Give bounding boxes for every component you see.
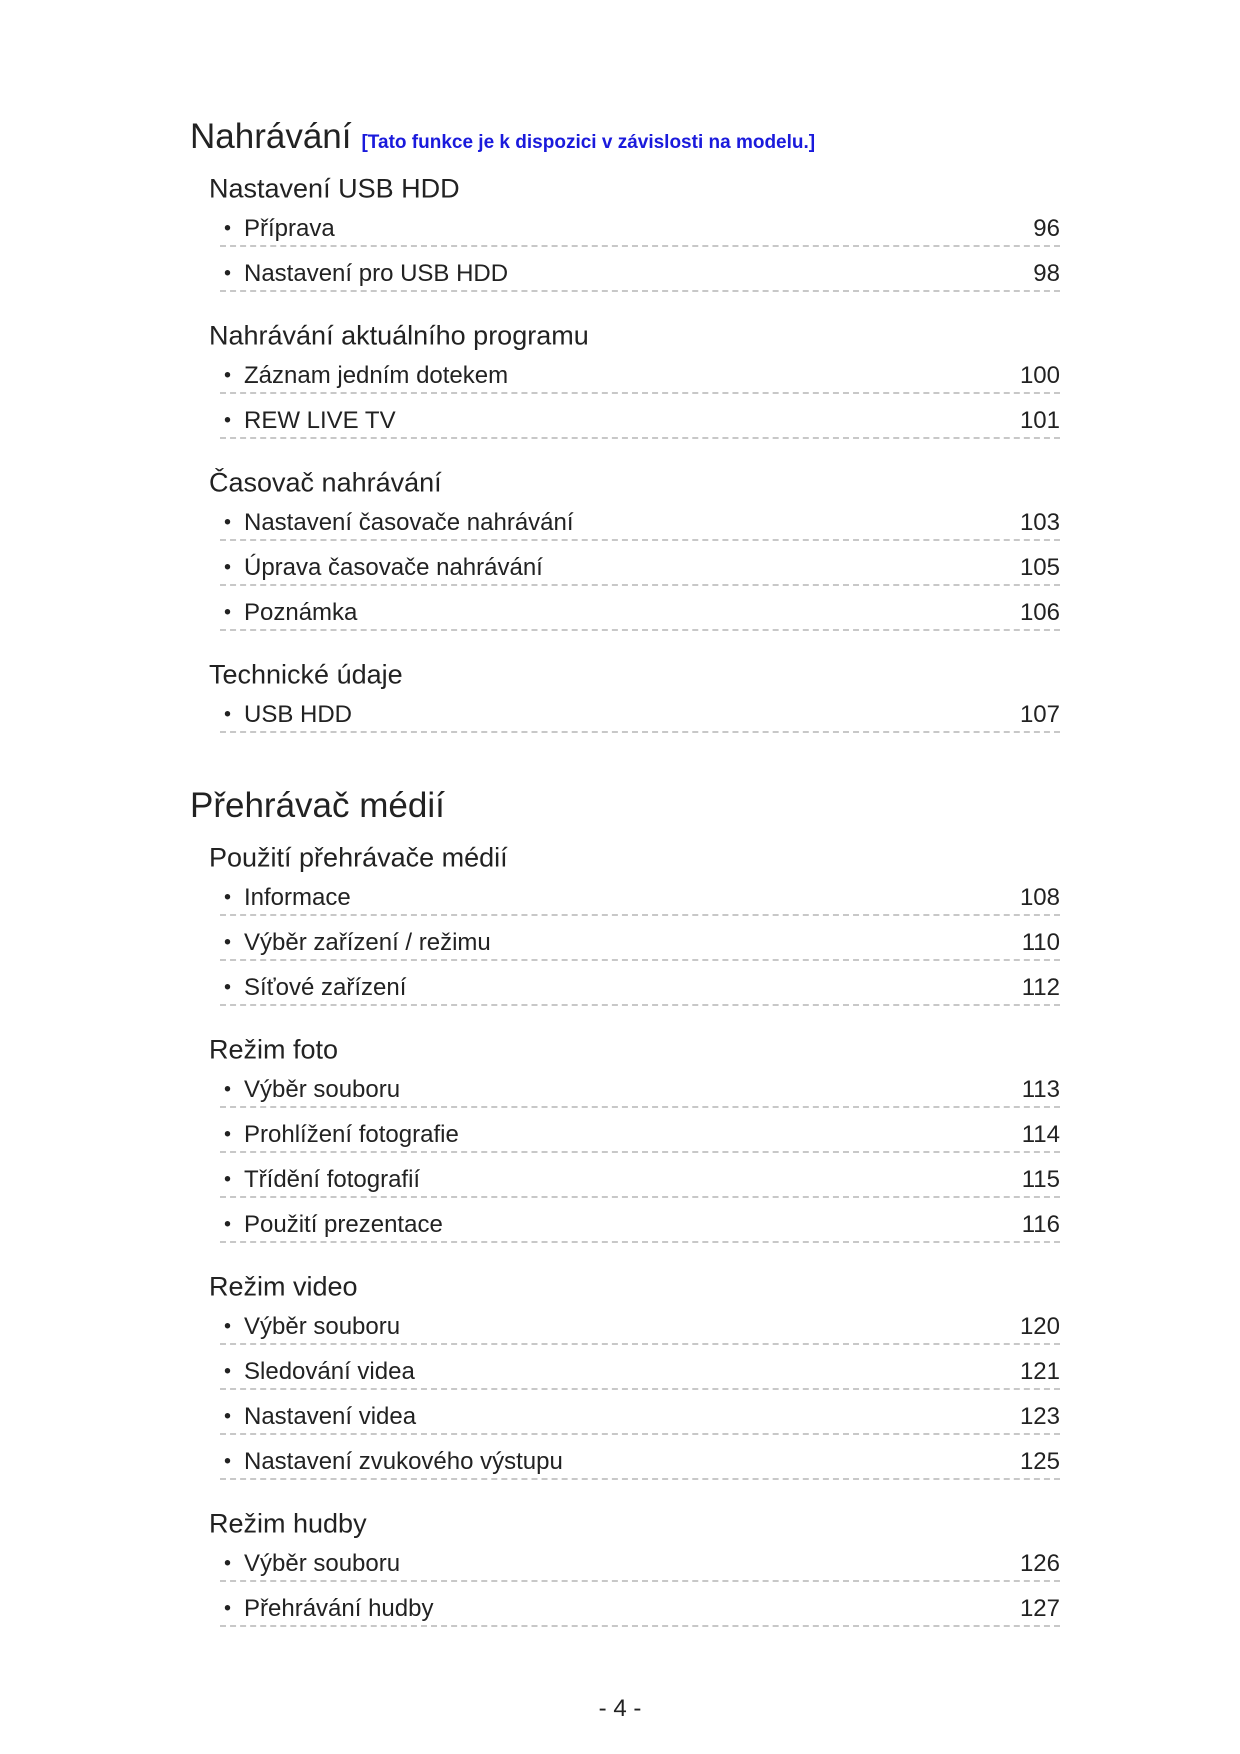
toc-entry-label[interactable]: Sledování videa [244,1358,415,1385]
bullet-icon: • [224,976,232,999]
toc-entry-label[interactable]: REW LIVE TV [244,407,396,434]
toc-entry[interactable] [220,247,1060,292]
toc-entry-page[interactable]: 110 [1021,929,1060,956]
bullet-icon: • [224,1315,232,1338]
subsection-heading [190,1243,1060,1300]
bullet-icon: • [224,1405,232,1428]
toc-entry-label[interactable]: Nastavení pro USB HDD [244,260,509,287]
toc-entry[interactable] [220,1063,1060,1108]
toc-entry[interactable] [220,541,1060,586]
bullet-icon: • [224,1213,232,1236]
subsection-title: Technické údaje [209,659,403,690]
toc-entry-page[interactable]: 96 [1033,215,1060,242]
toc-entry-page[interactable]: 112 [1021,974,1060,1001]
bullet-icon: • [224,1168,232,1191]
toc-entry-page[interactable]: 127 [1019,1595,1060,1622]
subsection-heading [190,439,1060,496]
toc-entry-page[interactable]: 106 [1019,599,1060,626]
toc-entry-page[interactable]: 120 [1019,1313,1060,1340]
bullet-icon: • [224,1450,232,1473]
bullet-icon: • [224,409,232,432]
toc-entry[interactable] [220,916,1060,961]
bullet-icon: • [224,1123,232,1146]
toc-entry-label[interactable]: Síťové zařízení [244,974,407,1001]
toc-entry[interactable] [220,1300,1060,1345]
toc-entry[interactable] [220,1153,1060,1198]
bullet-icon: • [224,1552,232,1575]
toc-entry[interactable] [220,1345,1060,1390]
subsection-heading [190,292,1060,349]
toc-entry[interactable] [220,1108,1060,1153]
section-heading [190,733,1060,825]
toc-entry-page[interactable]: 108 [1019,884,1060,911]
subsection-heading [190,145,1060,202]
toc-entry[interactable] [220,1390,1060,1435]
toc-entry-page[interactable]: 125 [1019,1448,1060,1475]
toc-entry-page[interactable]: 100 [1019,362,1060,389]
subsection-title: Použití přehrávače médií [209,842,508,873]
toc-entry[interactable] [220,496,1060,541]
toc-entry-label[interactable]: Výběr souboru [244,1313,401,1340]
subsection-title: Nahrávání aktuálního programu [209,320,589,351]
toc-entry[interactable] [220,202,1060,247]
toc-entry-label[interactable]: Poznámka [244,599,358,626]
table-of-contents [190,64,1060,1627]
section-heading [190,64,1060,156]
toc-entry-page[interactable]: 103 [1019,509,1060,536]
toc-entry-label[interactable]: Informace [244,884,351,911]
bullet-icon: • [224,217,232,240]
bullet-icon: • [224,703,232,726]
bullet-icon: • [224,1360,232,1383]
subsection-heading [190,814,1060,871]
toc-entry[interactable] [220,1435,1060,1480]
subsection-title: Režim hudby [209,1508,367,1539]
toc-entry-label[interactable]: Výběr zařízení / režimu [244,929,491,956]
toc-entry-label[interactable]: Výběr souboru [244,1076,401,1103]
toc-entry-label[interactable]: Výběr souboru [244,1550,401,1577]
subsection-title: Nastavení USB HDD [209,173,460,204]
bullet-icon: • [224,601,232,624]
section-title: Přehrávač médií [190,786,445,825]
toc-entry-label[interactable]: Prohlížení fotografie [244,1121,459,1148]
toc-entry[interactable] [220,1537,1060,1582]
page-number: - 4 - [598,1695,642,1722]
toc-entry-label[interactable]: Nastavení zvukového výstupu [244,1448,563,1475]
toc-entry-page[interactable]: 121 [1019,1358,1060,1385]
bullet-icon: • [224,1078,232,1101]
toc-entry-label[interactable]: Přehrávání hudby [244,1595,434,1622]
toc-entry-label[interactable]: Nastavení časovače nahrávání [244,509,574,536]
bullet-icon: • [224,556,232,579]
toc-entry-page[interactable]: 113 [1021,1076,1060,1103]
toc-entry[interactable] [220,871,1060,916]
toc-entry-label[interactable]: Nastavení videa [244,1403,417,1430]
toc-entry-label[interactable]: Záznam jedním dotekem [244,362,509,389]
subsection-heading [190,631,1060,688]
toc-entry-page[interactable]: 123 [1019,1403,1060,1430]
toc-entry-page[interactable]: 115 [1021,1166,1060,1193]
toc-entry-label[interactable]: Třídění fotografií [244,1166,421,1193]
toc-entry-label[interactable]: Příprava [244,215,335,242]
toc-entry[interactable] [220,586,1060,631]
bullet-icon: • [224,511,232,534]
toc-entry-page[interactable]: 101 [1019,407,1060,434]
subsection-heading [190,1006,1060,1063]
subsection-heading [190,1480,1060,1537]
toc-entry-page[interactable]: 116 [1021,1211,1060,1238]
bullet-icon: • [224,262,232,285]
toc-entry-label[interactable]: Použití prezentace [244,1211,443,1238]
bullet-icon: • [224,886,232,909]
toc-entry-page[interactable]: 114 [1021,1121,1060,1148]
model-availability-note: [Tato funkce je k dispozici v závislosti na modelu.] [361,132,816,153]
toc-entry-label[interactable]: Úprava časovače nahrávání [244,554,543,581]
subsection-title: Režim foto [209,1034,339,1065]
toc-entry-page[interactable]: 105 [1019,554,1060,581]
subsection-title: Časovač nahrávání [209,467,442,498]
bullet-icon: • [224,364,232,387]
toc-entry[interactable] [220,961,1060,1006]
section-title: Nahrávání [190,117,352,156]
subsection-title: Režim video [209,1271,358,1302]
toc-entry[interactable] [220,349,1060,394]
toc-entry-page[interactable]: 98 [1033,260,1060,287]
toc-entry-page[interactable]: 107 [1019,701,1060,728]
toc-entry[interactable] [220,688,1060,733]
toc-entry[interactable] [220,1198,1060,1243]
toc-entry-page[interactable]: 126 [1019,1550,1060,1577]
bullet-icon: • [224,1597,232,1620]
toc-entry-label[interactable]: USB HDD [244,701,353,728]
bullet-icon: • [224,931,232,954]
toc-entry[interactable] [220,394,1060,439]
toc-entry[interactable] [220,1582,1060,1627]
